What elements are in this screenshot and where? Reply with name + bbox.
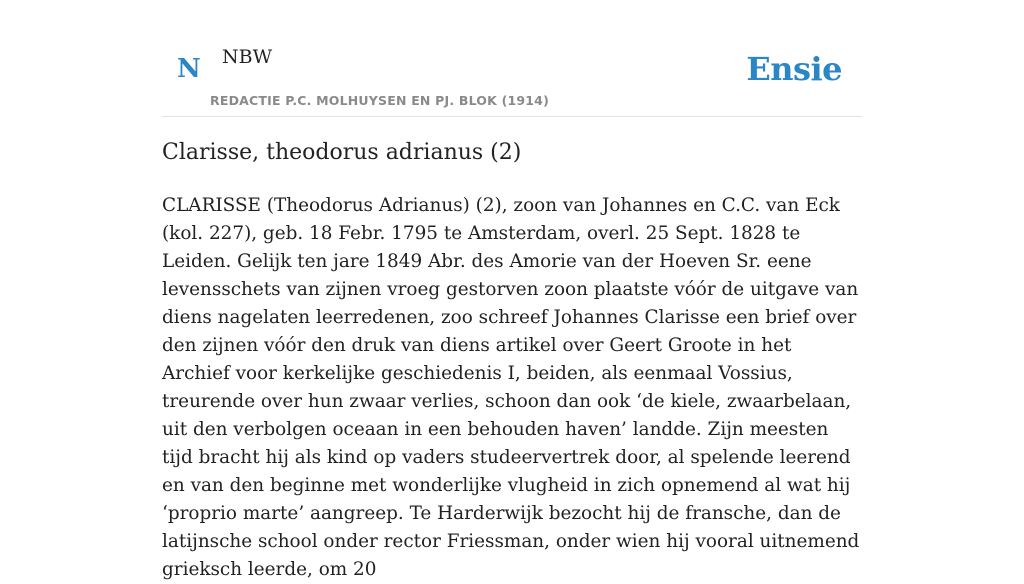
brand-logo[interactable]: Ensie — [746, 50, 842, 88]
editors-subtitle: REDACTIE P.C. MOLHUYSEN EN PJ. BLOK (1914) — [210, 93, 549, 108]
header — [162, 0, 862, 117]
article-body: CLARISSE (Theodorus Adrianus) (2), zoon van Johannes en C.C. van Eck (kol. 227), geb. 18 Febr. 1795 te Amsterdam, overl. 25 Sept. 1828 te Leiden. Gelijk ten jare 1849 Abr. des Amorie van der Hoeven Sr. eene levensschets van zijnen vroeg gestorven zoon plaatste vóór de uitgave van diens nagelaten leerredenen, zoo schreef Johannes Clarisse een brief over den zijnen vóór den druk van diens artikel over Geert Groote in het Archief voor kerkelijke geschiedenis I, beiden, als eenmaal Vossius, treurende over hun zwaar verlies, schoon dan ook ‘de kiele, zwaarbelaan, uit den verbolgen oceaan in een behouden haven’ landde. Zijn meesten tijd bracht hij als kind op vaders studeervertrek door, al spelende leerend en van den beginne met wonderlijke vlugheid in zich opnemend al wat hij ‘proprio marte’ aangreep. Te Harderwijk bezocht hij de fransche, dan de latijnsche school onder rector Friessman, onder wien hij vooral uitnemend grieksch leerde, om 20 — [162, 195, 860, 580]
source-logo[interactable]: N — [177, 54, 201, 84]
article-title: Clarisse, theodorus adrianus (2) — [162, 140, 522, 165]
source-title[interactable]: NBW — [222, 46, 273, 68]
page-container — [162, 0, 862, 580]
